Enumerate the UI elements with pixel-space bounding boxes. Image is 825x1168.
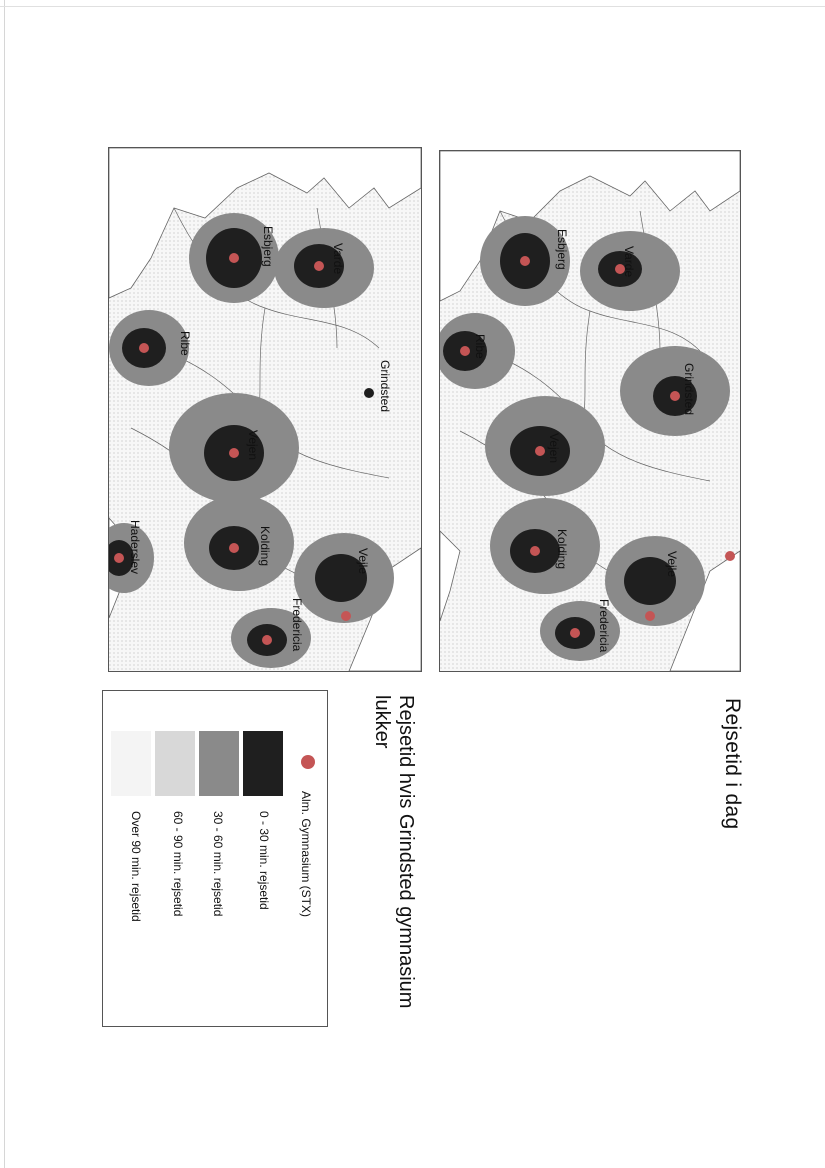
legend <box>102 690 328 1027</box>
map-today-svg <box>440 151 740 671</box>
label-vejle: Vejle <box>356 548 370 575</box>
legend-swatch-0-30 <box>243 731 283 796</box>
label-ribe: Ribe <box>473 334 487 359</box>
label-haderslev: Haderslev <box>128 520 142 575</box>
label-grindsted: Grindsted <box>682 363 696 416</box>
label-vejle: Vejle <box>665 551 679 578</box>
label-fredericia: Fredericia <box>597 599 611 653</box>
title-today: Rejsetid i dag <box>721 698 744 830</box>
page-top-edge <box>0 6 825 7</box>
grindsted-marker <box>364 388 374 398</box>
title-if-closed: Rejsetid hvis Grindsted gymnasium lukker <box>371 695 417 1009</box>
map-today <box>439 150 741 672</box>
label-grindsted: Grindsted <box>378 360 392 413</box>
legend-swatch-60-90 <box>155 731 195 796</box>
legend-label-60-90: 60 - 90 min. rejsetid <box>171 811 185 917</box>
legend-label-over-90: Over 90 min. rejsetid <box>129 811 143 922</box>
label-vejen: Vejen <box>246 430 260 461</box>
vejen-zone <box>485 396 605 496</box>
label-fredericia: Fredericia <box>290 598 304 652</box>
varde-zone <box>274 228 374 308</box>
legend-label-gymnasium: Alm. Gymnasium (STX) <box>299 791 313 918</box>
label-vejen: Vejen <box>547 433 561 464</box>
map-if-closed <box>108 147 422 672</box>
vejle-zone <box>294 533 394 623</box>
label-kolding: Kolding <box>258 526 272 567</box>
label-varde: Varde <box>331 243 345 275</box>
vejle-zone <box>605 536 705 626</box>
label-kolding: Kolding <box>555 529 569 570</box>
page-edge <box>4 0 5 1168</box>
map-if-closed-svg <box>109 148 421 671</box>
legend-dot <box>301 755 315 769</box>
kolding-zone <box>490 498 600 594</box>
kolding-zone <box>184 495 294 591</box>
legend-swatch-30-60 <box>199 731 239 796</box>
label-esbjerg: Esbjerg <box>555 229 569 270</box>
legend-label-30-60: 30 - 60 min. rejsetid <box>211 811 225 917</box>
label-esbjerg: Esbjerg <box>261 226 275 267</box>
legend-swatch-over-90 <box>111 731 151 796</box>
label-varde: Varde <box>622 246 636 278</box>
label-ribe: Ribe <box>178 331 192 356</box>
legend-swatch-gymnasium <box>299 753 317 771</box>
legend-label-0-30: 0 - 30 min. rejsetid <box>257 811 271 910</box>
